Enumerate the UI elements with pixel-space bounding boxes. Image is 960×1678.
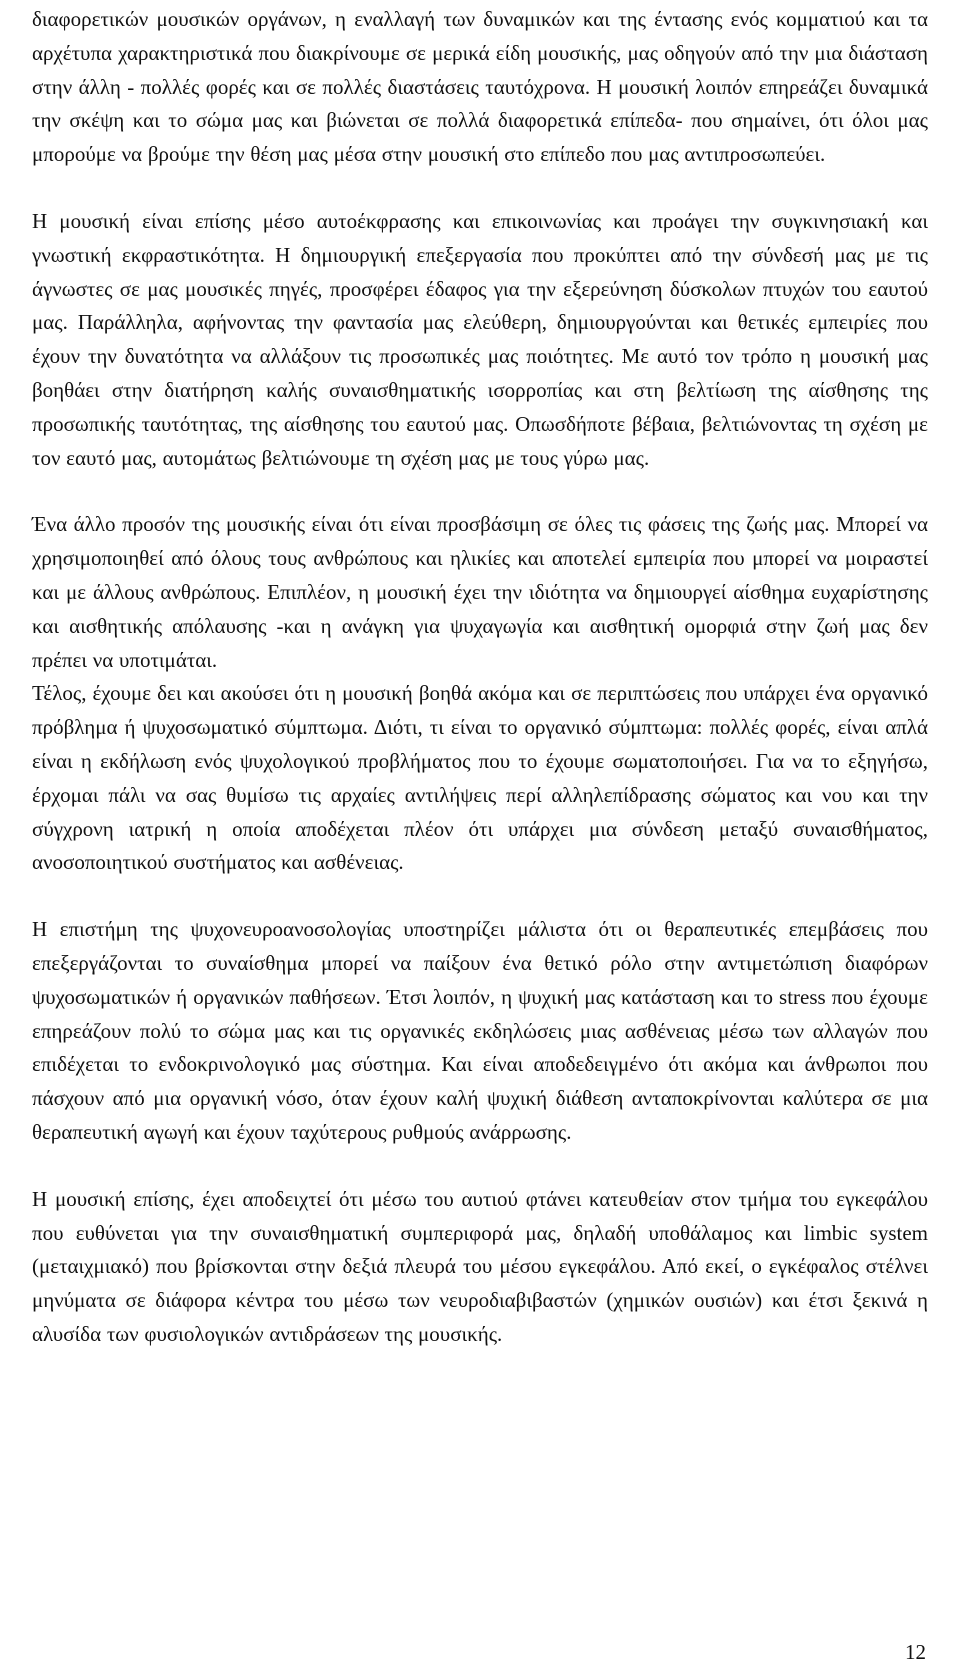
paragraph-psychoneuroimmunology: Η επιστήμη της ψυχονευροανοσολογίας υποστηρίζει μάλιστα ότι οι θεραπευτικές επεμβάσεις που επεξεργάζονται το συναίσθημα μπορεί να παίξουν ένα θετικό ρόλο στην αντιμετώπιση διαφόρων ψυχοσωματικών ή οργανικών παθήσεων. Έτσι λοιπόν, η ψυχική μας κατάσταση και το stress που έχουμε επηρεάζουν πολύ το σώμα μας και τις οργανικές εκδηλώσεις μιας ασθένειας μέσω των αλλαγών που επιδέχεται το ενδοκρινολογικό μας σύστημα. Και είναι αποδεδειγμένο ότι ακόμα και άνθρωποι που πάσχουν από μια οργανική νόσο, όταν έχουν καλή ψυχική διάθεση ανταποκρίνονται καλύτερα σε μια θεραπευτική αγωγή και έχουν ταχύτερους ρυθμούς ανάρρωσης. bbox=[32, 917, 928, 1144]
paragraph-accessibility: Ένα άλλο προσόν της μουσικής είναι ότι είναι προσβάσιμη σε όλες τις φάσεις της ζωής μας. Μπορεί να χρησιμοποιηθεί από όλους τους ανθρώπους και ηλικίες και αποτελεί εμπειρία που μπορεί να μοιραστεί και με άλλους ανθρώπους. Επιπλέον, η μουσική έχει την ιδιότητα να δημιουργεί αίσθημα ευχαρίστησης και αισθητικής απόλαυσης -και η ανάγκη για ψυχαγωγία και αισθητική ομορφιά στην ζωή μας δεν πρέπει να υποτιμάται. bbox=[32, 512, 928, 672]
page-number: 12 bbox=[905, 1640, 926, 1664]
document-page bbox=[32, 0, 928, 1352]
paragraph-self-expression: Η μουσική είναι επίσης μέσο αυτοέκφρασης και επικοινωνίας και προάγει την συγκινησιακή και γνωστική εκφραστικότητα. Η δημιουργική επεξεργασία που προκύπτει από την σύνδεσή μας με τις άγνωστες σε μας μουσικές πηγές, προσφέρει έδαφος για την εξερεύνηση δύσκολων πτυχών του εαυτού μας. Παράλληλα, αφήνοντας την φαντασία μας ελεύθερη, δημιουργούνται και θετικές εμπειρίες που έχουν την δυνατότητα να αλλάξουν τις προσωπικές μας ποιότητες. Με αυτό τον τρόπο η μουσική μας βοηθάει στην διατήρηση καλής συναισθηματικής ισορροπίας και στη βελτίωση της αίσθησης της προσωπικής ταυτότητας, της αίσθησης του εαυτού μας. Οπωσδήποτε βέβαια, βελτιώνοντας τη σχέση με τον εαυτό μας, αυτομάτως βελτιώνουμε τη σχέση μας με τους γύρω μας. bbox=[32, 208, 928, 470]
paragraph-limbic-system: Η μουσική επίσης, έχει αποδειχτεί ότι μέσω του αυτιού φτάνει κατευθείαν στον τμήμα του εγκεφάλου που ευθύνεται για την συναισθηματική συμπεριφορά μας, δηλαδή υποθάλαμος και limbic system (μεταιχμιακό) που βρίσκονται στην δεξιά πλευρά του μέσου εγκεφάλου. Από εκεί, ο εγκέφαλος στέλνει μηνύματα σε διάφορα κέντρα του μέσω των νευροδιαβιβαστών (χημικών ουσιών) και έτσι ξεκινά η αλυσίδα των φυσιολογικών αντιδράσεων της μουσικής. bbox=[32, 1186, 928, 1346]
paragraph-continuation: διαφορετικών μουσικών οργάνων, η εναλλαγή των δυναμικών και της έντασης ενός κομματιού και τα αρχέτυπα χαρακτηριστικά που διακρίνουμε σε μερικά είδη μουσικής, μας οδηγούν από την μια διάσταση στην άλλη - πολλές φορές και σε πολλές διαστάσεις ταυτόχρονα. Η μουσική λοιπόν επηρεάζει δυναμικά την σκέψη και το σώμα μας και βιώνεται σε πολλά διαφορετικά επίπεδα- που σημαίνει, ότι όλοι μας μπορούμε να βρούμε την θέση μας μέσα στην μουσική στο επίπεδο που μας αντιπροσωπεύει. bbox=[32, 7, 928, 167]
paragraph-psychosomatic: Τέλος, έχουμε δει και ακούσει ότι η μουσική βοηθά ακόμα και σε περιπτώσεις που υπάρχει ένα οργανικό πρόβλημα ή ψυχοσωματικό σύμπτωμα. Διότι, τι είναι το οργανικό σύμπτωμα: πολλές φορές, είναι απλά είναι η εκδήλωση ενός ψυχολογικού προβλήματος που το έχουμε σωματοποιήσει. Για να το εξηγήσω, έρχομαι πάλι να σας θυμίσω τις αρχαίες αντιλήψεις περί αλληλεπίδρασης σώματος και νου και την σύγχρονη ιατρική η οποία αποδέχεται πλέον ότι υπάρχει μια σύνδεση μεταξύ συναισθήματος, ανοσοποιητικού συστήματος και ασθένειας. bbox=[32, 681, 928, 875]
